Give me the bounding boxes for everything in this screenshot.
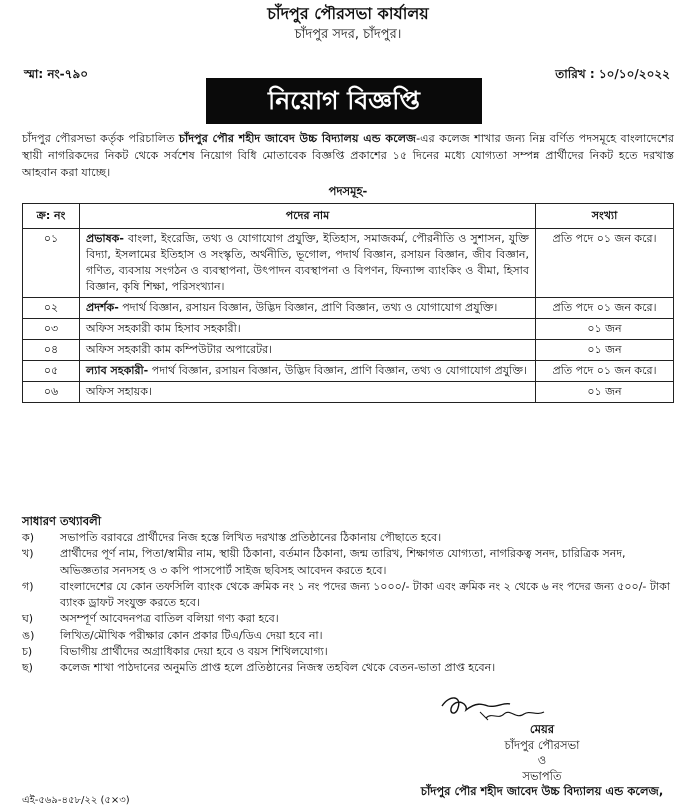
post-subjects: পদার্থ বিজ্ঞান, রসায়ন বিজ্ঞান, উদ্ভিদ বিজ্ঞান, প্রাণি বিজ্ঞান, তথ্য ও যোগাযোগ প্রযুক্তি। <box>148 364 527 377</box>
row-serial: ০৪ <box>23 340 80 361</box>
header-serial: ক্র: নং <box>23 204 80 229</box>
item-marker: গ) <box>22 579 34 593</box>
row-post-name <box>80 229 536 298</box>
table-row <box>23 340 674 361</box>
row-serial: ০৩ <box>23 319 80 340</box>
item-text: সভাপতি বরাবরে প্রার্থীদের নিজ হস্তে লিখিত দরখাস্ত প্রতিষ্ঠানের ঠিকানায় পৌছাতে হবে। <box>60 531 442 544</box>
row-serial: ০৫ <box>23 361 80 382</box>
header-count: সংখ্যা <box>536 204 674 229</box>
table-header-row <box>23 204 674 229</box>
signer-title-president: সভাপতি <box>522 768 562 783</box>
row-post-name <box>80 319 536 340</box>
posts-table <box>22 203 674 403</box>
post-subjects: অফিস সহায়ক। <box>86 385 152 398</box>
institution-name: চাঁদপুর পৌর শহীদ জাবেদ উচ্চ বিদ্যালয় এন্ড কলেজ <box>178 132 417 145</box>
item-marker: চ) <box>22 645 33 659</box>
row-serial: ০২ <box>23 298 80 319</box>
signature-conjunction: ও <box>537 753 547 767</box>
table-row <box>23 361 674 382</box>
item-marker: ছ) <box>22 661 33 675</box>
item-text: লিখিত/মৌখিক পরীক্ষার কোন প্রকার টিএ/ডিএ দেয়া হবে না। <box>60 628 323 642</box>
item-text: কলেজ শাখা পাঠদানের অনুমতি প্রাপ্ত হলে প্রতিষ্ঠানের নিজস্ব তহবিল থেকে বেতন-ভাতা প্রাপ্ত হবেন। <box>60 661 496 675</box>
table-row <box>23 382 674 403</box>
item-text: অসম্পূর্ণ আবেদনপত্র বাতিল বলিয়া গণ্য করা হবে। <box>60 612 279 626</box>
memo-number: স্মা: নং-৭৯০ <box>24 67 89 81</box>
notice-title-banner: নিয়োগ বিজ্ঞপ্তি <box>206 78 482 124</box>
header-post-name: পদের নাম <box>80 204 536 229</box>
row-post-name <box>80 382 536 403</box>
item-marker: খ) <box>22 547 34 561</box>
item-marker: ঘ) <box>22 612 34 626</box>
intro-part-1: চাঁদপুর পৌরসভা কর্তৃক পরিচালিত <box>22 132 179 145</box>
office-title: চাঁদপুর পৌরসভা কার্যালয় <box>267 4 429 23</box>
item-marker: ঙ) <box>22 628 35 642</box>
row-post-name <box>80 340 536 361</box>
posts-label: পদসমূহ- <box>328 184 368 198</box>
item-marker: ক) <box>22 531 34 544</box>
list-item <box>22 530 672 546</box>
table-row <box>23 298 674 319</box>
signer-org-municipality: চাঁদপুর পৌরসভা <box>504 737 580 752</box>
list-item <box>22 579 672 612</box>
notice-date: তারিখ : ১০/১০/২০২২ <box>555 67 670 81</box>
post-title: প্রভাষক- <box>86 232 124 245</box>
item-text: বিভাগীয় প্রার্থীদের অগ্রাধিকার দেয়া হবে ও বয়স শিথিলযোগ্য। <box>60 645 328 659</box>
row-count: প্রতি পদে ০১ জন করে। <box>536 229 674 298</box>
post-subjects: পদার্থ বিজ্ঞান, রসায়ন বিজ্ঞান, উদ্ভিদ বিজ্ঞান, প্রাণি বিজ্ঞান, তথ্য ও যোগাযোগ প্রযুক্তি। <box>118 301 498 314</box>
list-item <box>22 546 672 579</box>
row-count: প্রতি পদে ০১ জন করে। <box>536 361 674 382</box>
item-text: বাংলাদেশের যে কোন তফসিলি ব্যাংক থেকে ক্রমিক নং ১ নং পদের জন্য ১০০০/- টাকা এবং ক্রমিক নং ২ থেকে ৬ নং পদের জন্য ৫০০/- টাকা ব্যাংক ড্রাফট সংযুক্ত করতে হবে। <box>60 579 670 610</box>
signer-org-college: চাঁদপুর পৌর শহীদ জাবেদ উচ্চ বিদ্যালয় এন্ড কলেজ, <box>420 784 664 798</box>
table-row <box>23 319 674 340</box>
row-count: ০১ জন <box>536 319 674 340</box>
list-item <box>22 611 672 627</box>
row-serial: ০১ <box>23 229 80 298</box>
general-info-list <box>22 530 672 677</box>
intro-part-2: -এর কলেজ শাখার জন্য নিম্ন বর্ণিত পদসমূহে বাংলাদেশের স্থায়ী নাগরিকদের নিকট থেকে সর্বশেষ নিয়োগ বিধি মোতাবেক বিজ্ঞপ্তি প্রকাশের ১৫ দিনের মধ্যে যোগ্যতা সম্পন্ন প্রার্থীদের নিকট হতে দরখাস্ত আহবান করা যাচ্ছে। <box>22 132 674 179</box>
row-post-name <box>80 361 536 382</box>
row-serial: ০৬ <box>23 382 80 403</box>
intro-paragraph <box>22 130 674 181</box>
post-subjects: অফিস সহকারী কাম কম্পিউটার অপারেটর। <box>86 343 273 356</box>
list-item <box>22 644 672 660</box>
item-text: প্রার্থীদের পূর্ণ নাম, পিতা/স্বামীর নাম, স্থায়ী ঠিকানা, বর্তমান ঠিকানা, জন্ম তারিখ, শিক্ষাগত যোগ্যতা, নাগরিকত্ব সনদ, চারিত্রিক সনদ, অভিজ্ঞতার সনদসহ ও ৩ কপি পাসপোর্ট সাইজ ছবিসহ আবেদন করতে হবে। <box>60 547 626 577</box>
print-code: এই-৫৬৯-৪৫৮/২২ (৫×৩) <box>22 795 130 806</box>
row-count: প্রতি পদে ০১ জন করে। <box>536 298 674 319</box>
row-count: ০১ জন <box>536 340 674 361</box>
signature-block <box>412 722 672 800</box>
row-post-name <box>80 298 536 319</box>
table-row <box>23 229 674 298</box>
post-title: প্রদর্শক- <box>86 301 119 314</box>
list-item <box>22 628 672 644</box>
post-subjects: বাংলা, ইংরেজি, তথ্য ও যোগাযোগ প্রযুক্তি, ইতিহাস, সমাজকর্ম, পৌরনীতি ও সুশাসন, যুক্তি বিদ্যা, ইসলামের ইতিহাস ও সংস্কৃতি, অর্থনীতি, ভূগোল, পদার্থ বিজ্ঞান, রসায়ন বিজ্ঞান, জীব বিজ্ঞান, গণিত, ব্যবসায় সংগঠন ও ব্যবস্থাপনা, উৎপাদন ব্যবস্থাপনা ও বিপণন, ফিন্যান্স ব্যাংকিং ও বীমা, হিসাব বিজ্ঞান, কৃষি শিক্ষা, পরিসংখ্যান। <box>86 232 529 293</box>
post-subjects: অফিস সহকারী কাম হিসাব সহকারী। <box>86 322 241 335</box>
post-title: ল্যাব সহকারী- <box>86 364 149 377</box>
row-count: ০১ জন <box>536 382 674 403</box>
office-subtitle: চাঁদপুর সদর, চাঁদপুর। <box>294 27 402 42</box>
signer-title-mayor: মেয়র <box>529 722 555 736</box>
handwritten-signature <box>436 690 556 724</box>
general-info-title: সাধারণ তথ্যাবলী <box>22 514 102 528</box>
list-item <box>22 660 672 676</box>
